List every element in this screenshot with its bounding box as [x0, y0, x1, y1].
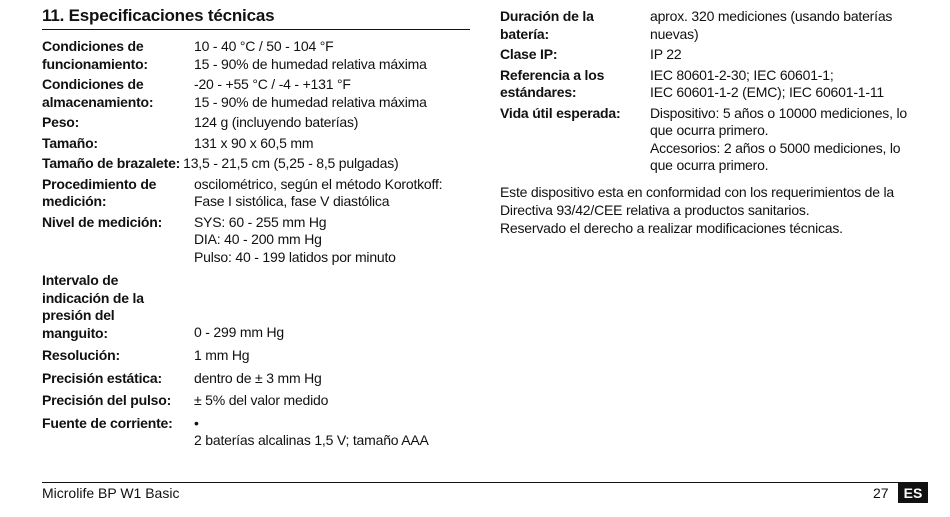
spec-value: Dispositivo: 5 años o 10000 mediciones, lo que ocurra primero. Accesorios: 2 años o 5000 mediciones, lo que ocurra primero. — [650, 104, 907, 173]
spec-value: 13,5 - 21,5 cm (5,25 - 8,5 pulgadas) — [183, 155, 399, 171]
spec-resolution — [42, 347, 470, 365]
spec-measurement-procedure — [42, 176, 470, 211]
note-line: Reservado el derecho a realizar modificaciones técnicas. — [500, 219, 843, 236]
spec-storage-conditions — [42, 76, 470, 111]
spec-power-source — [42, 415, 470, 450]
bullet-icon: • — [194, 414, 199, 431]
spec-static-accuracy — [42, 370, 470, 388]
spec-value: • 2 baterías alcalinas 1,5 V; tamaño AAA — [194, 414, 429, 448]
spec-ip-class — [500, 46, 930, 64]
spec-label: Duración de la batería: — [500, 8, 594, 42]
spec-value: 10 - 40 °C / 50 - 104 °F 15 - 90% de humedad relativa máxima — [194, 38, 427, 72]
spec-standards-reference — [500, 67, 930, 102]
page-number: 27 — [873, 485, 889, 501]
spec-label: Nivel de medición: — [42, 213, 163, 230]
spec-cuff-size — [42, 155, 470, 173]
spec-weight — [42, 114, 470, 132]
spec-value: 0 - 299 mm Hg — [194, 324, 284, 340]
spec-value: -20 - +55 °C / -4 - +131 °F 15 - 90% de humedad relativa máxima — [194, 76, 427, 110]
language-badge: ES — [898, 482, 928, 503]
spec-label: Fuente de corriente: — [42, 414, 173, 431]
spec-size — [42, 135, 470, 153]
spec-value: IP 22 — [650, 46, 682, 62]
spec-value: SYS: 60 - 255 mm Hg DIA: 40 - 200 mm Hg Pulso: 40 - 199 latidos por minuto — [194, 213, 396, 265]
spec-value: aprox. 320 mediciones (usando baterías nuevas) — [650, 8, 893, 42]
spec-value: dentro de ± 3 mm Hg — [194, 369, 322, 386]
spec-label: Referencia a los estándares: — [500, 66, 605, 100]
spec-operating-conditions — [42, 38, 470, 73]
spec-label: Resolución: — [42, 347, 120, 363]
spec-label: Precisión estática: — [42, 369, 162, 386]
spec-value: 1 mm Hg — [194, 347, 250, 363]
spec-label: Intervalo de indicación de la presión del manguito: — [42, 272, 144, 341]
spec-label: Tamaño: — [42, 134, 98, 151]
note-line: Este dispositivo esta en conformidad con los requerimientos de la — [500, 183, 894, 200]
spec-label: Clase IP: — [500, 46, 558, 62]
spec-label: Peso: — [42, 114, 80, 130]
footer-product-name: Microlife BP W1 Basic — [42, 485, 180, 501]
spec-label: Condiciones de funcionamiento: — [42, 38, 148, 72]
spec-cuff-pressure-range — [42, 272, 470, 342]
spec-label: Condiciones de almacenamiento: — [42, 76, 154, 110]
compliance-notes — [500, 183, 930, 237]
spec-expected-service-life — [500, 105, 930, 175]
spec-label: Vida útil esperada: — [500, 104, 621, 121]
spec-measurement-range — [42, 214, 470, 267]
spec-pulse-accuracy — [42, 392, 470, 410]
section-title: 11. Especificaciones técnicas — [42, 4, 470, 30]
left-column — [42, 4, 470, 450]
spec-value: 131 x 90 x 60,5 mm — [194, 134, 314, 151]
spec-label: Procedimiento de medición: — [42, 175, 157, 209]
spec-value: ± 5% del valor medido — [194, 392, 329, 408]
spec-value: oscilométrico, según el método Korotkoff: Fase I sistólica, fase V diastólica — [194, 175, 443, 209]
footer-divider — [42, 482, 928, 483]
note-line: Directiva 93/42/CEE relativa a productos sanitarios. — [500, 201, 810, 218]
spec-battery-life — [500, 8, 930, 43]
spec-value: 124 g (incluyendo baterías) — [194, 114, 359, 130]
spec-label: Precisión del pulso: — [42, 392, 172, 408]
spec-value: IEC 80601-2-30; IEC 60601-1; IEC 60601-1-2 (EMC); IEC 60601-1-11 — [650, 66, 884, 100]
spec-label: Tamaño de brazalete: — [42, 155, 181, 171]
right-column — [500, 8, 930, 237]
